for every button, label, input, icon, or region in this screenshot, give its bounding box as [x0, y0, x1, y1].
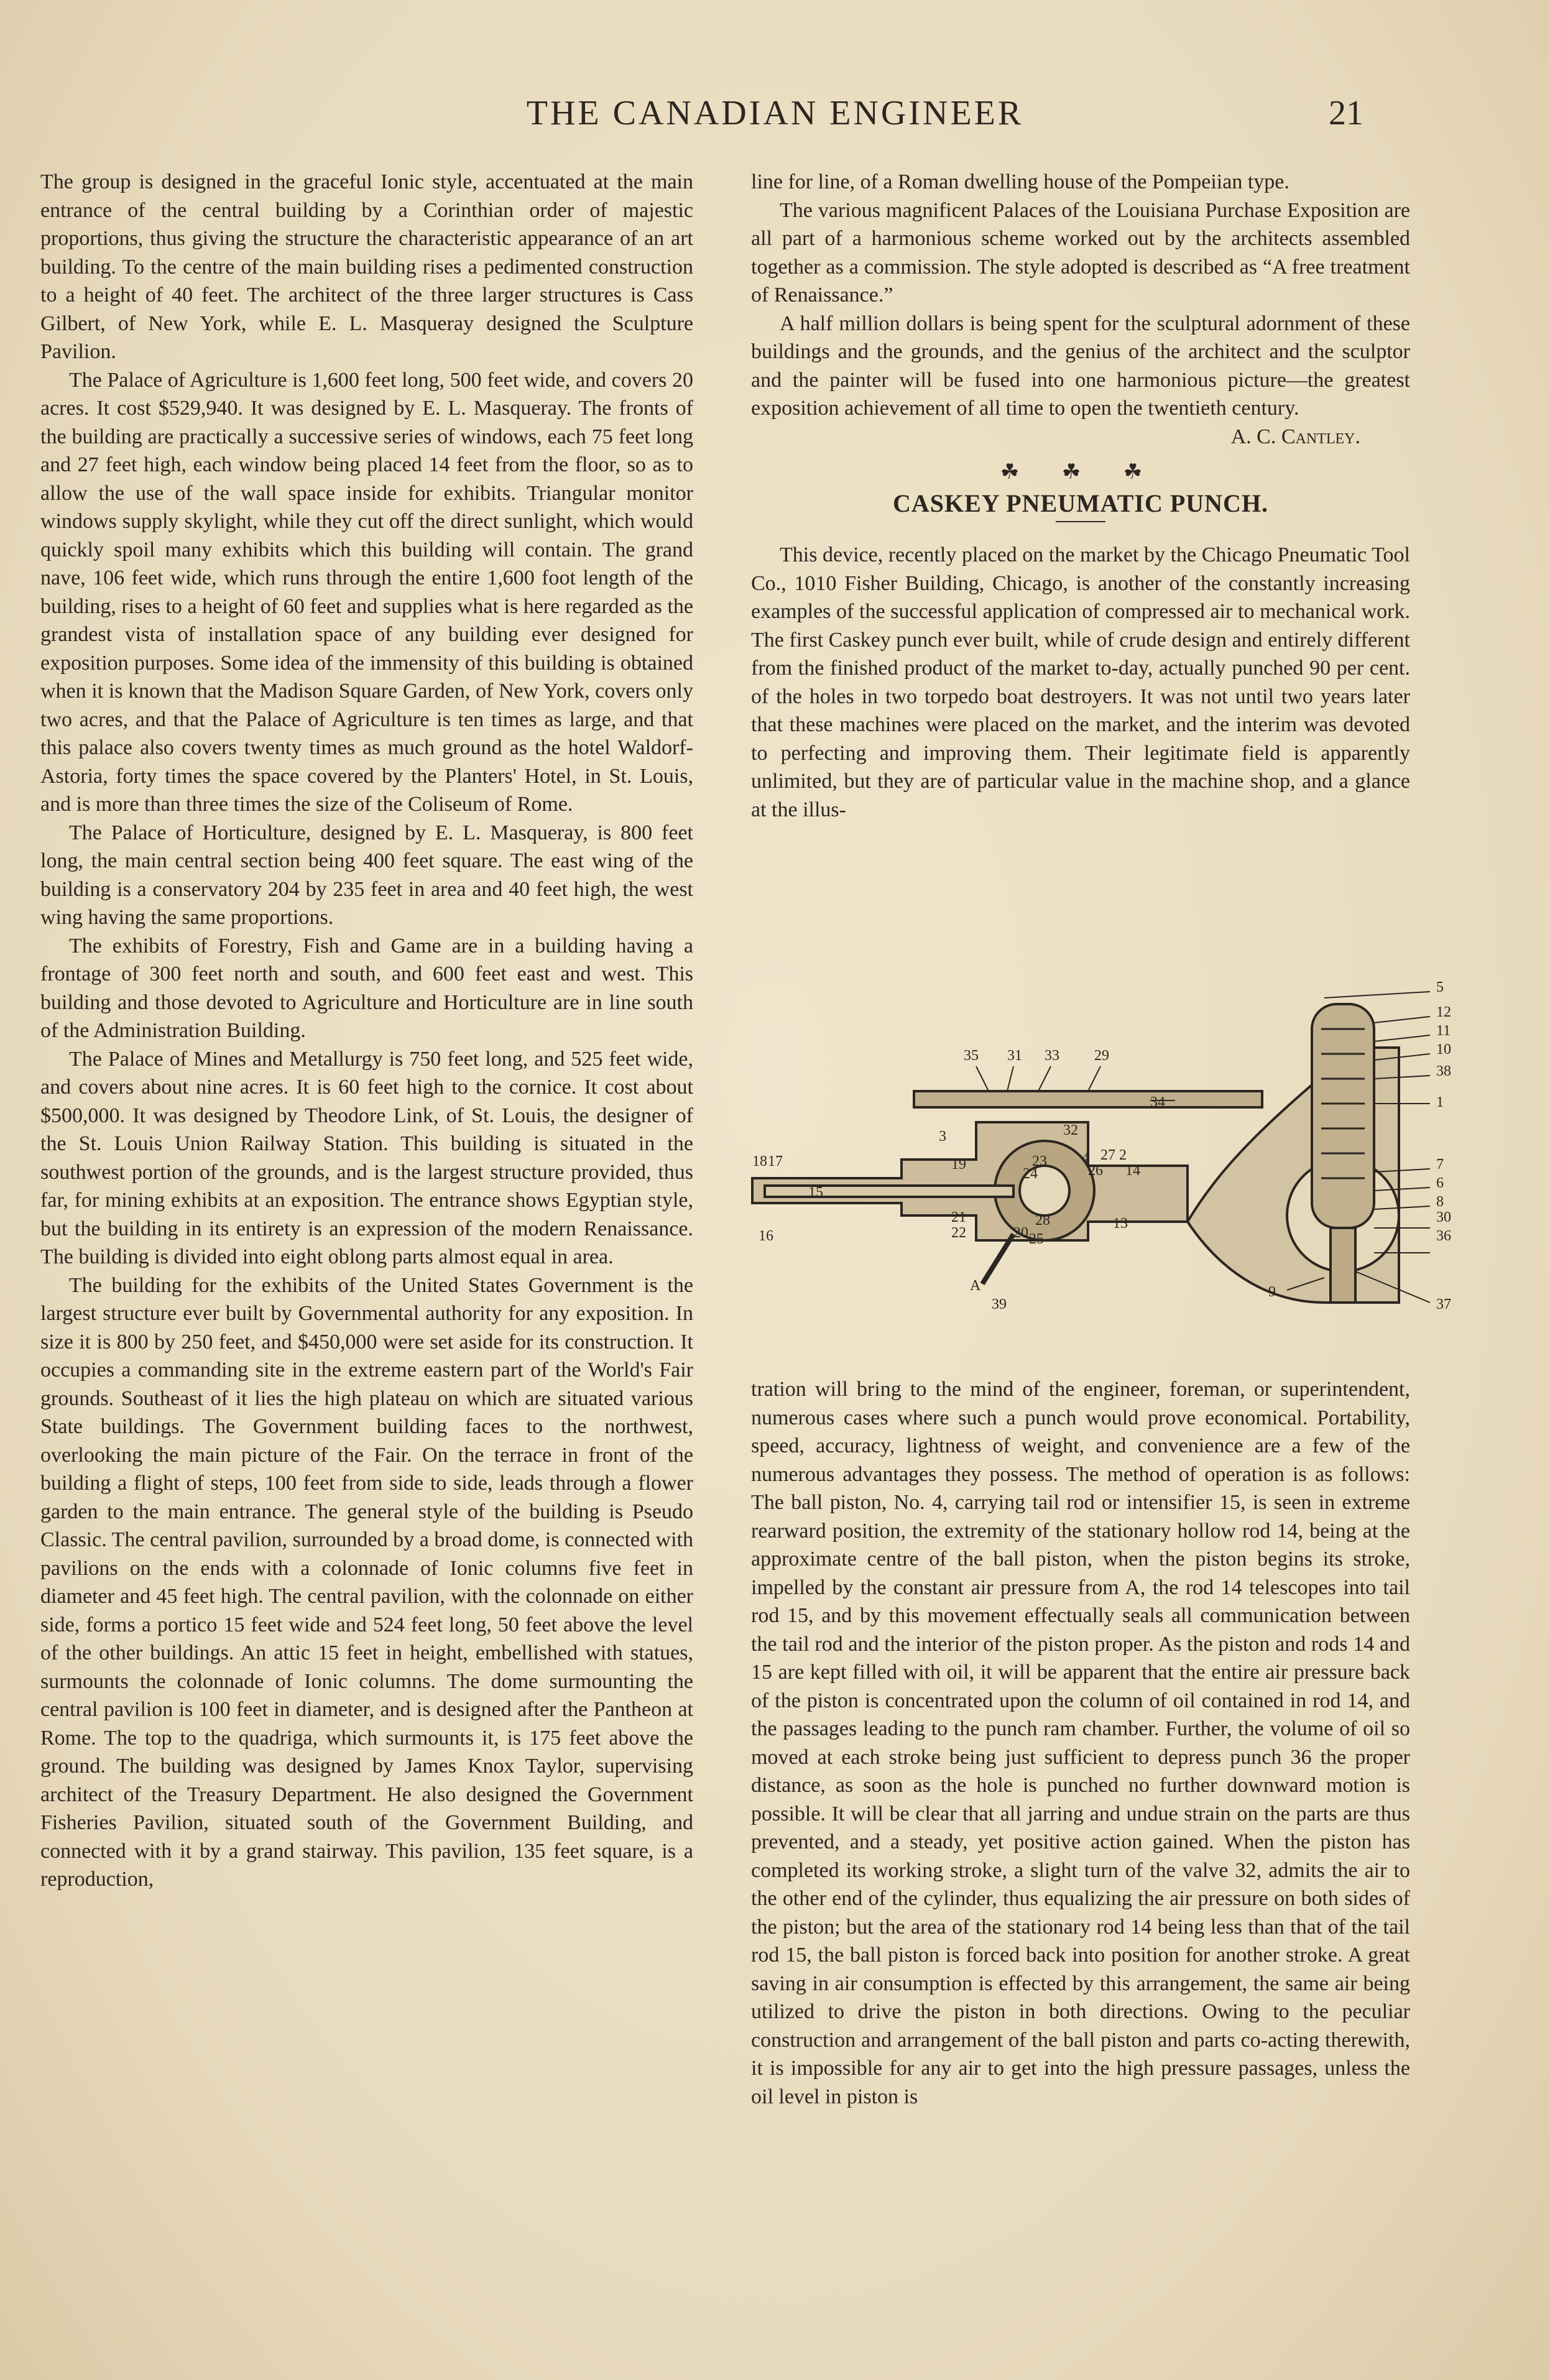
paragraph: The Palace of Mines and Metallurgy is 750 feet long, and 525 feet wide, and covers about nine acres. It is 60 feet high to the cornice. It cost about $500,000. It was designed by Theodore Link, of St. Louis, the designer of the St. Louis Union Railway Station. This building is situated in the southwest portion of the grounds, and is the largest structure provided, thus far, for mining exhibits at an exposition. The entrance shows Egyptian style, but the building in its entirety is an expression of the modern Renaissance. The building is divided into eight oblong parts almost equal in area. [40, 1047, 693, 1268]
right-column-top [751, 168, 1410, 824]
paragraph: line for line, of a Roman dwelling house of the Pompeiian type. [751, 170, 1289, 193]
paragraph: This device, recently placed on the market by the Chicago Pneumatic Tool Co., 1010 Fisher Building, Chicago, is another of the constantly increasing examples of the successful application of compressed air to mechanical work. The first Caskey punch ever built, while of crude design and entirely different from the finished product of the market to-day, actually punched 90 per cent. of the holes in two torpedo boat destroyers. It was not until two years later that these machines were placed on the market, and the interim was devoted to perfecting and improving them. Their legitimate field is apparently unlimited, but they are of particular value in the machine shop, and a glance at the illus- [751, 543, 1410, 821]
running-header [0, 93, 1550, 149]
figure-callout-label: 19 [951, 1156, 966, 1173]
figure-callout-label: 16 [759, 1228, 773, 1244]
paragraph: The various magnificent Palaces of the Louisiana Purchase Exposition are all part of a harmonious scheme worked out by the architects assembled together as a commission. The style adopted is described as “A free treatment of Renaissance.” [751, 198, 1410, 307]
page-number: 21 [1329, 94, 1363, 132]
figure-callout-label: 27 [1100, 1147, 1115, 1163]
figure-callout-label: 14 [1125, 1163, 1140, 1179]
paragraph: The Palace of Agriculture is 1,600 feet long, 500 feet wide, and covers 20 acres. It cost $529,940. It was designed by E. L. Masqueray. The fronts of the building are practically a successive series of windows, each 75 feet long and 27 feet high, each window being placed 14 feet from the floor, so as to allow the use of the wall space inside for exhibits. Triangular monitor windows supply skylight, while they cut off the direct sunlight, which would quickly spoil many exhibits which this building will contain. The grand nave, 106 feet wide, which runs through the entire 1,600 foot length of the building, rises to a height of 60 feet and supplies what is here regarded as the grandest vista of installation space of any building ever designed for exposition purposes. Some idea of the immensity of this building is obtained when it is known that the Madison Square Garden, of New York, covers only two acres, and that the Palace of Agriculture is ten times as large, and that this palace also covers twenty times as much ground as the hotel Waldorf-Astoria, forty times the space covered by the Planters' Hotel, in St. Louis, and is more than three times the size of the Coliseum of Rome. [40, 368, 693, 816]
figure-callout-label: 3 [939, 1128, 946, 1145]
valve-rod [914, 1091, 1262, 1107]
paragraph: tration will bring to the mind of the engineer, foreman, or superintendent, numerous cases where such a punch would prove economical. Portability, speed, accuracy, lightness of weight, and convenience are a few of the numerous advantages they possess. The method of operation is as follows: The ball piston, No. 4, carrying tail rod or intensifier 15, is seen in extreme rearward position, the extremity of the stationary hollow rod 14, being at the approximate centre of the ball piston, when the piston begins its stroke, impelled by the constant air pressure from A, the rod 14 telescopes into tail rod 15, and by this movement effectually seals all communication between the tail rod and the interior of the piston proper. As the piston and rods 14 and 15 are kept filled with oil, it will be apparent that the entire air pressure back of the piston is concentrated upon the column of oil contained in rod 14, and the passages leading to the punch ram chamber. Further, the volume of oil so moved at each stroke being just sufficient to depress punch 36 the proper distance, as soon as the hole is punched no further downward motion is possible. It will be clear that all jarring and undue strain on the parts are thus prevented, and a steady, yet positive action gained. When the piston has completed its working stroke, a slight turn of the valve 32, admits the air to the other end of the cylinder, thus equalizing the air pressure on both sides of the piston; but the area of the stationary rod 14 being less than that of the tail rod 15, the ball piston is forced back into position for another stroke. A great saving in air consumption is effected by this arrangement, the same air being utilized to drive the piston in both directions. Owing to the peculiar construction and arrangement of the ball piston and parts co-acting therewith, it is impossible for any air to get into the high pressure passages, unless the oil level in piston is [751, 1378, 1410, 2108]
figure-callout-label: 38 [1436, 1063, 1451, 1079]
figure-callout-label: 18 [752, 1153, 767, 1169]
figure-callout-label: 33 [1045, 1048, 1059, 1064]
author-signature: A. C. Cantley. [1230, 425, 1360, 448]
tail-rod [765, 1186, 1013, 1197]
figure-callout-label: 28 [1035, 1212, 1050, 1229]
figure-callout-label: 34 [1150, 1094, 1165, 1110]
figure-callout-label: A [970, 1278, 981, 1294]
figure-callout-label: 37 [1436, 1296, 1451, 1312]
figure-callout-label: 12 [1436, 1004, 1451, 1020]
figure-callout-label: 23 [1032, 1153, 1047, 1169]
figure-callout-label: 8 [1436, 1194, 1444, 1210]
figure-callout-label: 9 [1268, 1284, 1276, 1300]
figure-callout-label: 7 [1436, 1156, 1444, 1173]
figure-callout-label: 13 [1113, 1215, 1128, 1232]
figure-callout-label: 11 [1436, 1023, 1451, 1039]
figure-callout-label: 22 [951, 1225, 966, 1241]
figure-callout-label: 35 [964, 1048, 979, 1064]
paragraph: The Palace of Horticulture, designed by E. L. Masqueray, is 800 feet long, the main central section being 400 feet square. The east wing of the building is a conservatory 204 by 235 feet in area and 40 feet high, the west wing having the same proportions. [40, 821, 693, 929]
figure-callout-label: 24 [1023, 1166, 1038, 1182]
figure-callout-label: 26 [1088, 1163, 1103, 1179]
figure-callout-label: 20 [1013, 1225, 1028, 1241]
section-ornament: ☘ ☘ ☘ [1000, 461, 1161, 484]
heading-rule [1056, 521, 1105, 522]
article-heading: CASKEY PNEUMATIC PUNCH. [892, 489, 1269, 517]
paragraph: The group is designed in the graceful Ionic style, accentuated at the main entrance of the central building by a Corinthian order of majestic proportions, thus giving the structure the characteristic appearance of an art building. To the centre of the main building rises a pedimented construction to a height of 40 feet. The architect of the three larger structures is Cass Gilbert, of New York, while E. L. Masqueray designed the Sculpture Pavilion. [40, 170, 693, 363]
paragraph: The building for the exhibits of the United States Government is the largest structure ever built by Governmental authority for any exposition. In size it is 800 by 250 feet, and $450,000 were set aside for its construction. It occupies a commanding site in the extreme eastern part of the World's Fair grounds. Southeast of it lies the high plateau on which are situated various State buildings. The Government building faces to the northwest, overlooking the main picture of the Fair. On the terrace in front of the building a flight of steps, 100 feet from side to side, leads through a flower garden to the main entrance. The general style of the building is Pseudo Classic. The central pavilion, surrounded by a broad dome, is connected with pavilions on the ends with a colonnade of Ionic columns five feet in diameter and 45 feet high. The central pavilion, with the colonnade on either side, forms a portico 15 feet wide and 524 feet long, 50 feet above the level of the other buildings. An attic 15 feet in height, embellished with statues, surmounts the colonnade of Ionic columns. The dome surmounting the central pavilion is 100 feet in diameter, and is designed after the Pantheon at Rome. The top to the quadriga, which surmounts it, is 175 feet above the ground. The building was designed by James Knox Taylor, supervising architect of the Treasury Department. He also designed the Government Fisheries Pavilion, situated south of the Government Building, and connected with it by a grand stairway. This pavilion, 135 feet square, is a reproduction, [40, 1273, 693, 1891]
left-column [40, 168, 693, 1894]
caskey-punch-diagram [715, 954, 1498, 1358]
figure-callout-label: 36 [1436, 1228, 1451, 1244]
punch [1331, 1228, 1355, 1303]
paragraph: The exhibits of Forestry, Fish and Game are in a building having a frontage of 300 feet north and south, and 600 feet east and west. This building and those devoted to Agriculture and Horticulture are in line south of the Administration Building. [40, 934, 693, 1042]
figure-callout-label: 21 [951, 1209, 966, 1225]
figure-callout-label: 39 [992, 1296, 1007, 1312]
figure-callout-label: 5 [1436, 979, 1444, 995]
figure-callout-label: 25 [1029, 1231, 1044, 1247]
right-column-bottom [751, 1375, 1410, 2111]
figure-callout-label: 29 [1094, 1048, 1109, 1064]
journal-title: THE CANADIAN ENGINEER [526, 94, 1024, 132]
figure-callout-label: 15 [808, 1184, 823, 1201]
figure-callout-label: 1 [1436, 1094, 1444, 1110]
paragraph: A half million dollars is being spent for the sculptural adornment of these buildings and the grounds, and the genius of the architect and the sculptor and the painter will be fused into one harmonious picture—the greatest exposition achievement of all time to open the twentieth century. [751, 311, 1410, 420]
figure-callout-label: 4 [1082, 1150, 1089, 1166]
figure-callout-label: 31 [1007, 1048, 1022, 1064]
figure-callout-label: 32 [1063, 1122, 1078, 1138]
ram-cylinder [1312, 1004, 1374, 1228]
figure-callout-label: 2 [1119, 1147, 1127, 1163]
figure-callout-label: 17 [768, 1153, 783, 1169]
figure-callout-label: 10 [1436, 1041, 1451, 1058]
figure-callout-label: 6 [1436, 1175, 1444, 1191]
figure-callout-label: 30 [1436, 1209, 1451, 1225]
